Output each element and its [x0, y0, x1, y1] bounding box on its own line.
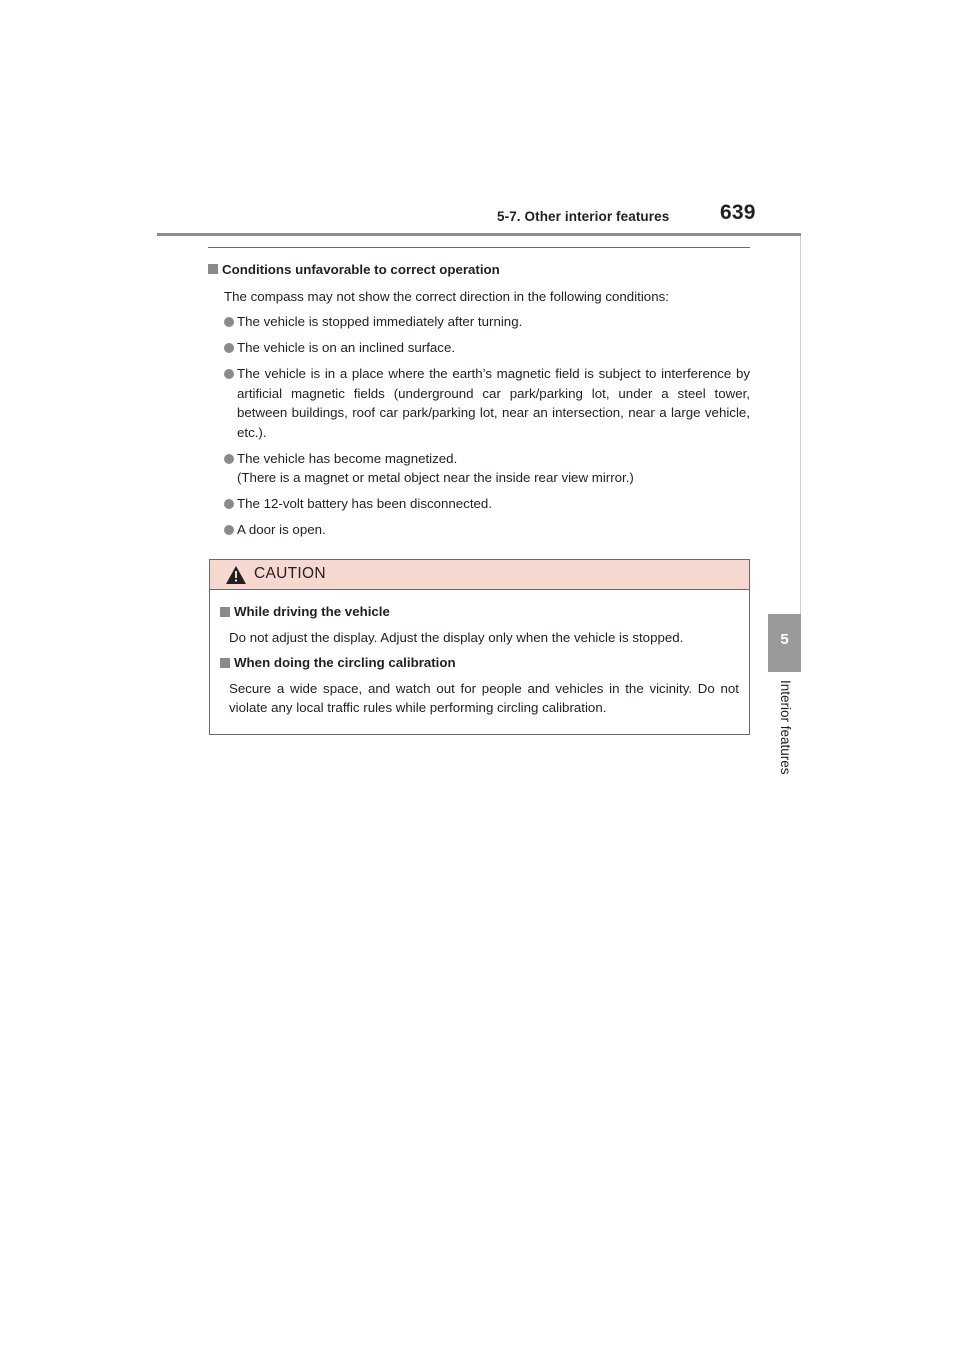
page-number: 639: [720, 201, 756, 224]
warning-triangle-icon: [226, 566, 246, 584]
caution-title: CAUTION: [254, 565, 326, 582]
circle-bullet-icon: [224, 369, 234, 379]
caution-heading-text: When doing the circling calibration: [234, 655, 456, 670]
intro-text: The compass may not show the correct direction in the following conditions:: [224, 288, 669, 304]
list-item: [208, 338, 750, 358]
chapter-label: Interior features: [777, 680, 793, 775]
circle-bullet-icon: [224, 454, 234, 464]
caution-section-heading: [220, 653, 739, 673]
chapter-tab[interactable]: [768, 614, 801, 672]
circle-bullet-icon: [224, 499, 234, 509]
caution-heading-text: While driving the vehicle: [234, 604, 390, 619]
header-divider: [157, 233, 801, 236]
caution-section-heading: [220, 602, 739, 622]
list-item-note: (There is a magnet or metal object near the inside rear view mirror.): [237, 470, 634, 485]
list-item: [208, 449, 750, 488]
list-item-text: The vehicle is stopped immediately after turning.: [237, 314, 523, 329]
square-bullet-icon: [220, 658, 230, 668]
square-bullet-icon: [208, 264, 218, 274]
circle-bullet-icon: [224, 343, 234, 353]
caution-section-text: Do not adjust the display. Adjust the display only when the vehicle is stopped.: [229, 629, 684, 645]
list-item-text: The vehicle has become magnetized.: [237, 450, 458, 466]
list-item-text: A door is open.: [237, 522, 326, 537]
square-bullet-icon: [220, 607, 230, 617]
conditions-list: [208, 312, 750, 540]
section-heading-text: Conditions unfavorable to correct operation: [222, 262, 500, 277]
chapter-label-container: [768, 680, 801, 790]
caution-box: [209, 559, 750, 735]
section-title: 5-7. Other interior features: [497, 209, 670, 224]
content-top-divider: [208, 247, 750, 248]
caution-section-text: Secure a wide space, and watch out for people and vehicles in the vicinity. Do not violate any local traffic rules while performing circling calibration.: [229, 680, 739, 715]
caution-header: [210, 560, 749, 590]
list-item-text: The 12-volt battery has been disconnected.: [237, 496, 493, 511]
circle-bullet-icon: [224, 525, 234, 535]
list-item: [208, 312, 750, 332]
section-heading: [208, 260, 750, 280]
page-header: [0, 0, 960, 240]
list-item: [208, 494, 750, 514]
caution-body: [210, 590, 749, 718]
list-item: [208, 364, 750, 442]
main-content: [208, 260, 750, 546]
chapter-number: 5: [780, 631, 789, 648]
list-item: [208, 520, 750, 540]
circle-bullet-icon: [224, 317, 234, 327]
list-item-text: The vehicle is on an inclined surface.: [237, 340, 456, 355]
list-item-text: The vehicle is in a place where the earth’s magnetic field is subject to interference by artificial magnetic fields (underground car park/parking lot, under a steel tower, between buildings, roof car park/parking lot, near an intersection, near a large vehicle, etc.).: [237, 366, 750, 440]
side-divider: [800, 236, 801, 614]
